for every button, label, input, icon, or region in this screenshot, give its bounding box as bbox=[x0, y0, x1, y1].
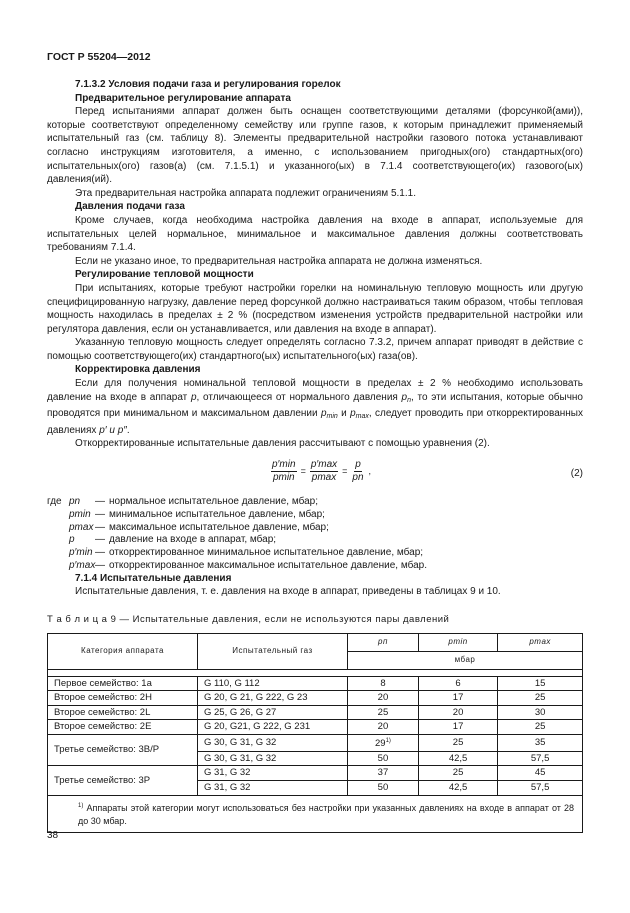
table-footnote: $^{1)}$ Аппараты этой категории могут использоваться без настройки при указанных давлениях на входе в аппарат от 28 до 30 мбар. bbox=[48, 795, 583, 832]
page-number: 38 bbox=[47, 830, 59, 841]
equation-2: $\frac{p'\min}{pmin}$ = $\frac{p'\max}{pmax}$ = $\frac{p}{pn}$ , (2) bbox=[272, 459, 583, 484]
paragraph: Кроме случаев, когда необходима настройка давления на входе в аппарат, используемые для испытательных целей нормальное, минимальное и максимальное давления должны соответствовать требованиям 7.1.4. bbox=[47, 214, 583, 254]
table-row: Второе семейство: 2E G 20, G21, G 222, G 231 20 17 25 bbox=[48, 720, 583, 735]
heat-output-title: Регулирование тепловой мощности bbox=[75, 269, 254, 281]
paragraph: Если не указано иное, то предварительная настройка аппарата не должна изменяться. bbox=[75, 255, 483, 267]
table-row: G 30, G 31, G 32 50 42,5 57,5 bbox=[48, 751, 583, 766]
test-pressures-table bbox=[47, 633, 583, 833]
supply-pressure-title: Давления подачи газа bbox=[75, 201, 185, 213]
preliminary-adjustment-title: Предварительное регулирование аппарата bbox=[75, 92, 291, 104]
paragraph: Если для получения номинальной тепловой мощности в пределах ± 2 % необходимо использовать давление на входе в аппарат p, отличающееся от нормального давления $p_n$, то эти испытания, которые обычно проводятся при минимальном и максимальном давлении $p_{min}$ и $p_{max}$, следует проводить при откорректированных давлениях p′ и p″. bbox=[47, 378, 583, 436]
paragraph: Испытательные давления, т. е. давления на входе в аппарат, приведены в таблицах 9 и 10. bbox=[75, 586, 501, 598]
section-714-title: 7.1.4 Испытательные давления bbox=[75, 572, 232, 584]
header-unit: мбар bbox=[348, 651, 583, 669]
page-content bbox=[47, 78, 583, 833]
pressure-correction-title: Корректировка давления bbox=[75, 364, 201, 376]
equation-number: (2) bbox=[570, 468, 583, 480]
table-row: Третье семейство: 3P G 31, G 32 37 25 45 bbox=[48, 766, 583, 781]
header-pn: pп bbox=[348, 633, 419, 651]
table-row: G 31, G 32 50 42,5 57,5 bbox=[48, 780, 583, 795]
table-row: Второе семейство: 2H G 20, G 21, G 222, G 23 20 17 25 bbox=[48, 691, 583, 706]
fraction-max: $\frac{p'\max}{pmax}$ bbox=[310, 459, 338, 484]
symbol-legend: где pn — нормальное испытательное давление, мбар; pmin — минимальное испытательное давление, мбар; pmax — максимальное испытательное давление, мбар; p — давление на входе в аппарат, мбар; p′min — откорректированное минимальное испытательное давление, мбар; p′max — откорректированное максимальное испытательное давление, мбар. bbox=[47, 496, 427, 572]
paragraph: При испытаниях, которые требуют настройки горелки на номинальную тепловую мощность или другую специфицированную нагрузку, давление перед форсункой должно настраиваться таким образом, чтобы тепловая мощность находилась в пределах ± 2 % (посредством изменения устройств предварительной настройки или регулятора давления, если он устанавливается, или давления на входе в аппарат). bbox=[47, 282, 583, 335]
section-7132-title: 7.1.3.2 Условия подачи газа и регулирования горелок bbox=[75, 79, 341, 90]
header-pmax: pmax bbox=[498, 633, 583, 651]
header-gas: Испытательный газ bbox=[198, 633, 348, 669]
fraction-p: $\frac{p}{pn}$ bbox=[352, 459, 364, 484]
table-caption: Т а б л и ц а 9 — Испытательные давления, если не используются пары давлений bbox=[47, 614, 450, 625]
document-header: ГОСТ Р 55204—2012 bbox=[47, 51, 151, 63]
table-row: Третье семейство: 3B/P G 30, G 31, G 32 29$^{1)}$ 25 35 bbox=[48, 734, 583, 751]
paragraph: Откорректированные испытательные давления рассчитывают с помощью уравнения (2). bbox=[75, 438, 490, 450]
paragraph: Перед испытаниями аппарат должен быть оснащен соответствующими деталями (форсункой(ами)), которые соответствуют определенному семейству или группе газов, к которым принадлежит применяемый испытательный газ (см. таблицу 8). Элементы предварительной настройки газового потока устанавливают согласно инструкциям изготовителя, а именно, с использованием пригодных(ого) стандартных(ого) испытательных(ого) газов(а) (см. 7.1.5.1) и указанного(ых) в 7.1.4 соответствующего(их) газового(ых) давления(ий). bbox=[47, 106, 583, 186]
paragraph: Указанную тепловую мощность следует определять согласно 7.3.2, причем аппарат приводят в действие с помощью соответствующего(их) стандартного(ых) испытательного(ых) газа(ов). bbox=[47, 337, 583, 362]
table-row: Второе семейство: 2L G 25, G 26, G 27 25 20 30 bbox=[48, 705, 583, 720]
paragraph: Эта предварительная настройка аппарата подлежит ограничениям 5.1.1. bbox=[75, 187, 416, 199]
fraction-min: $\frac{p'\min}{pmin}$ bbox=[272, 459, 296, 484]
header-category: Категория аппарата bbox=[48, 633, 198, 669]
table-row: Первое семейство: 1a G 110, G 112 8 6 15 bbox=[48, 676, 583, 691]
header-pmin: pmin bbox=[418, 633, 497, 651]
